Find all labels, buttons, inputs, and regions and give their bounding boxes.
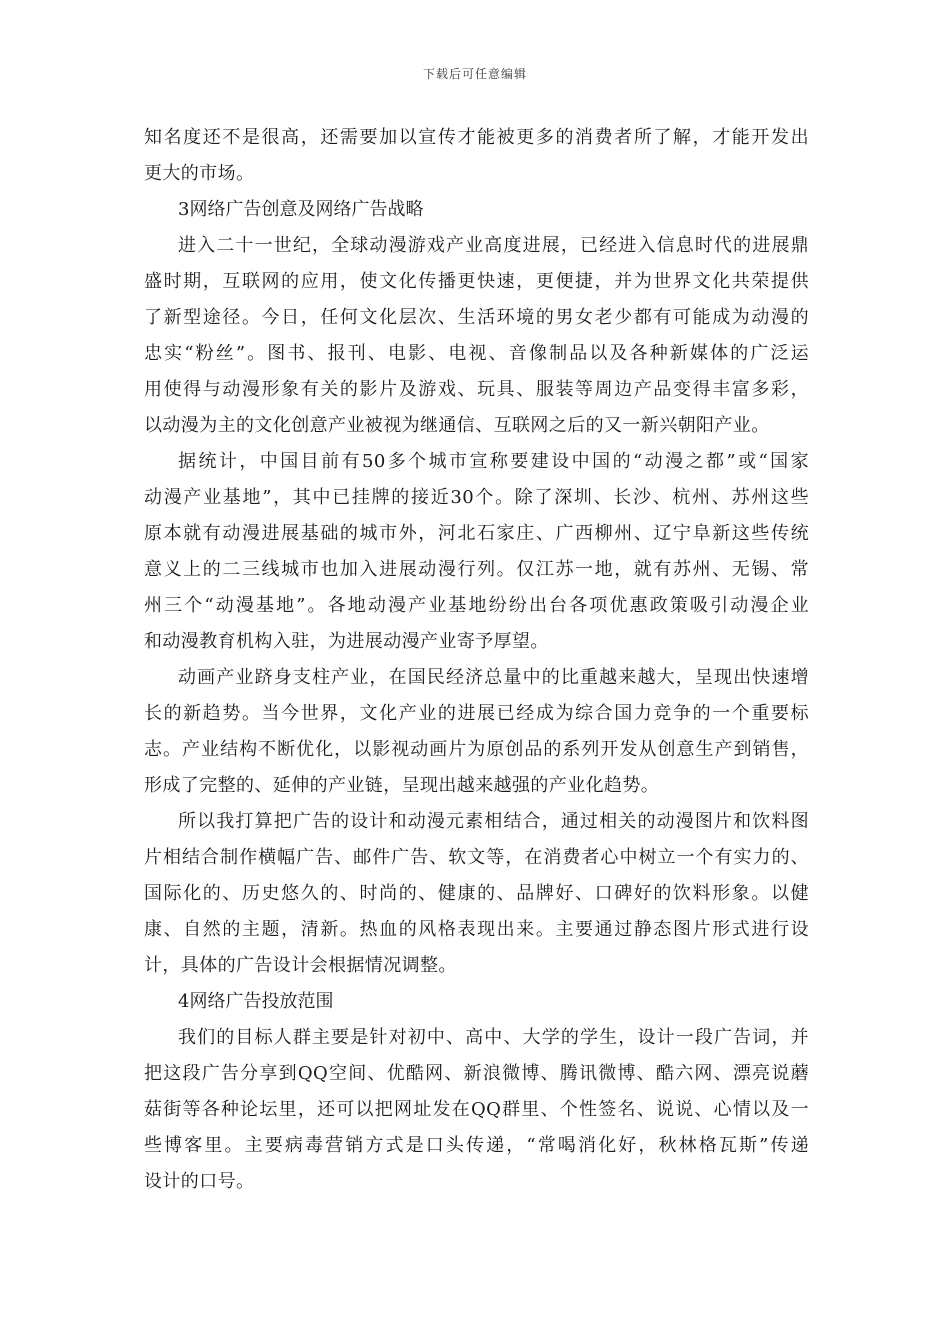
paragraph-line: 康、自然的主题，清新。热血的风格表现出来。主要通过静态图片形式进行设 [144, 919, 809, 940]
paragraph-line: 知名度还不是很高，还需要加以宣传才能被更多的消费者所了解，才能开发出 [144, 127, 809, 148]
paragraph-line: 动画产业跻身支柱产业，在国民经济总量中的比重越来越大，呈现出快速增 [178, 667, 809, 688]
paragraph-line: 和动漫教育机构入驻，为进展动漫产业寄予厚望。 [144, 631, 549, 652]
paragraph-line: 忠实“粉丝”。图书、报刊、电影、电视、音像制品以及各种新媒体的广泛运 [144, 343, 809, 364]
paragraph-line: 我们的目标人群主要是针对初中、高中、大学的学生，设计一段广告词，并 [178, 1027, 809, 1048]
paragraph-line: 动漫产业基地”，其中已挂牌的接近30个。除了深圳、长沙、杭州、苏州这些 [144, 487, 809, 508]
paragraph-line: 盛时期，互联网的应用，使文化传播更快速，更便捷，并为世界文化共荣提供 [144, 271, 809, 292]
paragraph-line: 进入二十一世纪，全球动漫游戏产业高度进展，已经进入信息时代的进展鼎 [178, 235, 809, 256]
paragraph-line: 些博客里。主要病毒营销方式是口头传递，“常喝消化好，秋林格瓦斯”传递 [144, 1135, 809, 1156]
document-body [144, 120, 809, 1200]
section-heading-3: 3网络广告创意及网络广告战略 [178, 199, 424, 220]
paragraph-line: 了新型途径。今日，任何文化层次、生活环境的男女老少都有可能成为动漫的 [144, 307, 809, 328]
paragraph-line: 形成了完整的、延伸的产业链，呈现出越来越强的产业化趋势。 [144, 775, 660, 796]
paragraph-line: 设计的口号。 [144, 1171, 255, 1192]
paragraph-line: 州三个“动漫基地”。各地动漫产业基地纷纷出台各项优惠政策吸引动漫企业 [144, 595, 809, 616]
paragraph-line: 把这段广告分享到QQ空间、优酷网、新浪微博、腾讯微博、酷六网、漂亮说蘑 [144, 1063, 809, 1084]
paragraph-line: 长的新趋势。当今世界，文化产业的进展已经成为综合国力竞争的一个重要标 [144, 703, 809, 724]
paragraph-line: 计，具体的广告设计会根据情况调整。 [144, 955, 457, 976]
paragraph-line: 片相结合制作横幅广告、邮件广告、软文等，在消费者心中树立一个有实力的、 [144, 847, 809, 868]
paragraph-line: 所以我打算把广告的设计和动漫元素相结合，通过相关的动漫图片和饮料图 [178, 811, 809, 832]
paragraph-line: 据统计，中国目前有50多个城市宣称要建设中国的“动漫之都”或“国家 [178, 451, 809, 472]
paragraph-line: 国际化的、历史悠久的、时尚的、健康的、品牌好、口碑好的饮料形象。以健 [144, 883, 809, 904]
page-header-note: 下载后可任意编辑 [422, 67, 527, 81]
section-heading-4: 4网络广告投放范围 [178, 991, 334, 1012]
paragraph-line: 用使得与动漫形象有关的影片及游戏、玩具、服装等周边产品变得丰富多彩， [144, 379, 809, 400]
paragraph-line: 菇街等各种论坛里，还可以把网址发在QQ群里、个性签名、说说、心情以及一 [144, 1099, 809, 1120]
paragraph-line: 志。产业结构不断优化，以影视动画片为原创品的系列开发从创意生产到销售， [144, 739, 809, 760]
paragraph-line: 以动漫为主的文化创意产业被视为继通信、互联网之后的又一新兴朝阳产业。 [144, 415, 770, 436]
paragraph-line: 意义上的二三线城市也加入进展动漫行列。仅江苏一地，就有苏州、无锡、常 [144, 559, 809, 580]
paragraph-line: 原本就有动漫进展基础的城市外，河北石家庄、广西柳州、辽宁阜新这些传统 [144, 523, 809, 544]
paragraph-line: 更大的市场。 [144, 163, 255, 184]
